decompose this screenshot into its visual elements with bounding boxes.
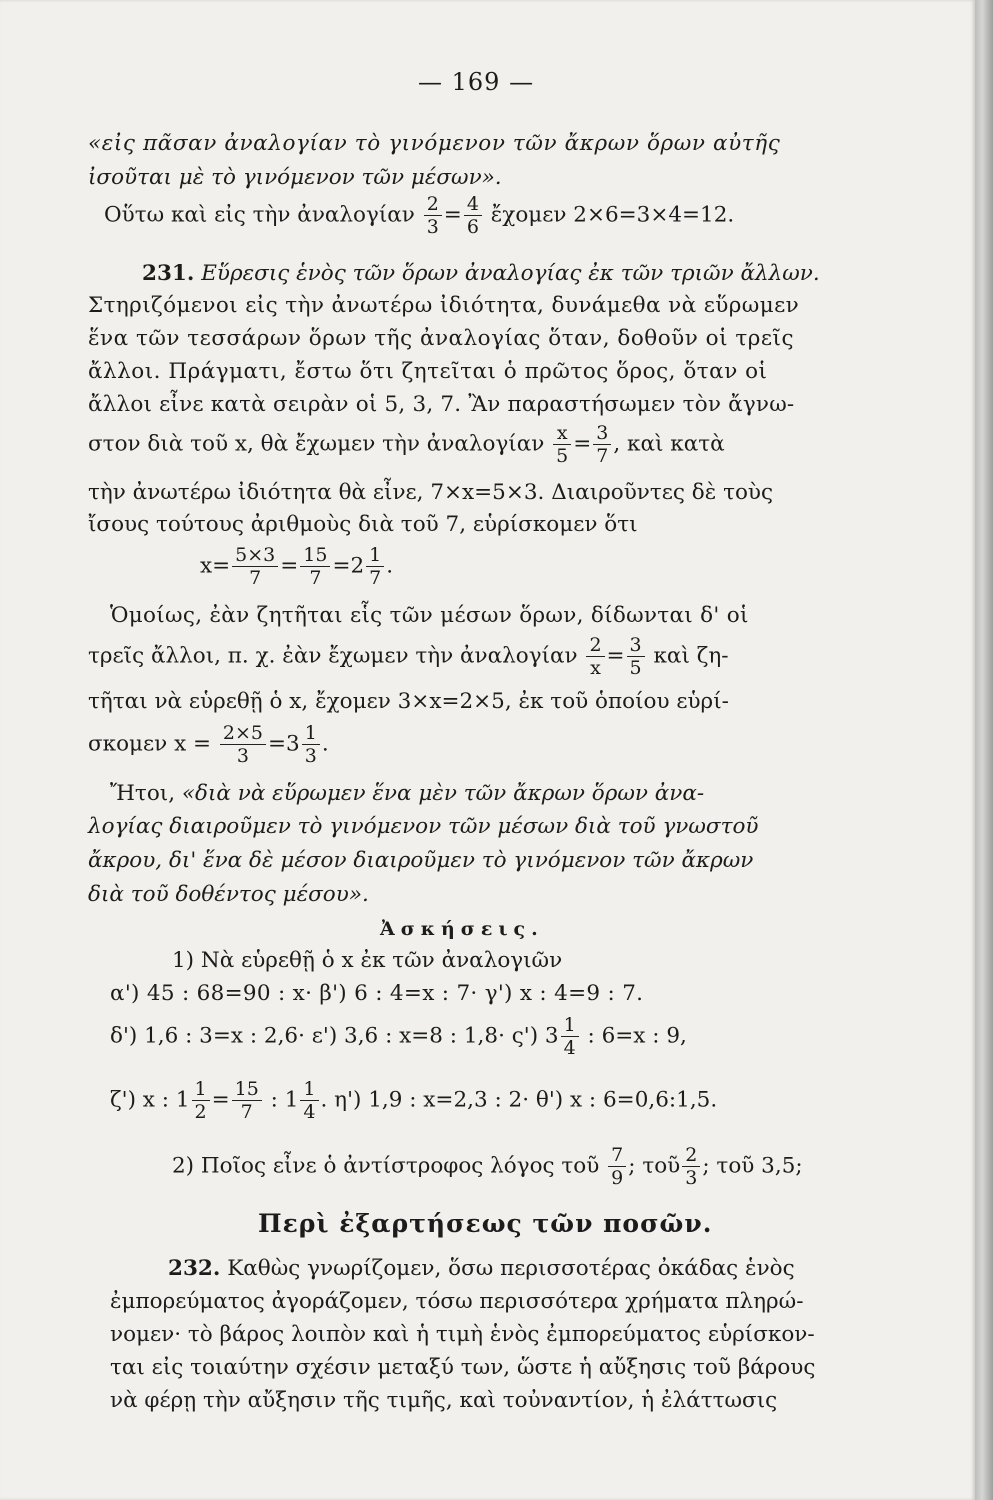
numerator: 1 xyxy=(192,1078,210,1101)
page-number: — 169 — xyxy=(418,68,535,96)
fraction xyxy=(302,722,320,767)
text-fragment: 2) Ποῖος εἶνε ὁ ἀντίστροφος λόγος τοῦ xyxy=(172,1153,600,1179)
text-line-1: «εἰς πᾶσαν ἀναλογίαν τὸ γινόμενον τῶν ἄκρων ὅρων αὐτῆς xyxy=(88,131,781,156)
equals-sign: =3 xyxy=(268,731,300,757)
text-line-11: ἴσους τούτους ἀριθμοὺς διὰ τοῦ 7, εὑρίσκομεν ὅτι xyxy=(88,512,638,537)
text-fragment: τρεῖς ἄλλοι, π. χ. ἐὰν ἔχωμεν τὴν ἀναλογίαν xyxy=(88,643,578,669)
rule-text: «διὰ νὰ εὕρωμεν ἕνα μὲν τῶν ἄκρων ὅρων ἀνα- xyxy=(181,781,705,806)
denominator: 5 xyxy=(556,445,569,467)
denominator: 4 xyxy=(563,1037,576,1059)
exercises-heading: Ἀσκήσεις. xyxy=(380,918,544,940)
text-line-18: λογίας διαιροῦμεν τὸ γινόμενον τῶν μέσων διὰ τοῦ γνωστοῦ xyxy=(88,814,759,839)
text-fragment: Καθὼς γνωρίζομεν, ὅσω περισσοτέρας ὀκάδας ἑνὸς xyxy=(227,1256,795,1281)
denominator: 3 xyxy=(304,745,317,767)
text-fragment: Ἤτοι, xyxy=(110,781,176,806)
numerator: 5×3 xyxy=(232,544,278,567)
section-231-heading xyxy=(142,260,820,288)
denominator: 4 xyxy=(303,1101,316,1123)
fraction xyxy=(220,722,266,767)
text-fragment: : 6=x : 9, xyxy=(587,1023,687,1049)
numerator: 2 xyxy=(424,193,442,216)
fraction xyxy=(192,1078,210,1123)
exercise-row-a: α') 45 : 68=90 : x· β') 6 : 4=x : 7· γ') x : 4=9 : 7. xyxy=(110,981,644,1006)
fraction xyxy=(232,544,278,589)
text-line-16 xyxy=(88,722,329,767)
numerator: 4 xyxy=(464,193,482,216)
denominator: 7 xyxy=(596,445,609,467)
text-line-12 xyxy=(200,544,393,589)
numerator: 1 xyxy=(366,544,384,567)
equals-sign: = xyxy=(280,553,299,579)
exercise-row-d xyxy=(110,1014,687,1059)
text-fragment: ζ') x : 1 xyxy=(110,1087,190,1113)
numerator: 3 xyxy=(593,422,611,445)
numerator: 2 xyxy=(586,634,604,657)
numerator: 2×5 xyxy=(220,722,266,745)
denominator: 7 xyxy=(369,567,382,589)
denominator: 3 xyxy=(236,745,249,767)
section-title: Εὕρεσις ἑνὸς τῶν ὅρων ἀναλογίας ἐκ τῶν τριῶν ἄλλων. xyxy=(201,261,820,286)
text-fragment: . η') 1,9 : x=2,3 : 2· θ') x : 6=0,6:1,5. xyxy=(320,1087,718,1113)
text-line-9 xyxy=(88,422,725,467)
text-line-19: ἄκρου, δι' ἕνα δὲ μέσον διαιροῦμεν τὸ γινόμενον τῶν ἄκρων xyxy=(88,848,754,873)
numerator: 1 xyxy=(302,722,320,745)
fraction xyxy=(424,193,442,238)
text-fragment: . xyxy=(386,553,394,579)
text-line-2: ἰσοῦται μὲ τὸ γινόμενον τῶν μέσων». xyxy=(88,165,502,190)
text-line-6: ἕνα τῶν τεσσάρων ὅρων τῆς ἀναλογίας ὅταν, δοθοῦν οἱ τρεῖς xyxy=(88,326,794,351)
text-line-17 xyxy=(110,780,704,808)
fraction xyxy=(586,634,604,679)
numerator: 1 xyxy=(300,1078,318,1101)
section-232-line-2: ἐμπορεύματος ἀγοράζομεν, τόσω περισσότερα χρήματα πληρώ- xyxy=(110,1289,804,1314)
text-fragment: στον διὰ τοῦ x, θὰ ἔχωμεν τὴν ἀναλογίαν xyxy=(88,431,545,457)
text-fragment: , καὶ κατὰ xyxy=(613,431,725,457)
denominator: 9 xyxy=(611,1167,624,1189)
denominator: 7 xyxy=(240,1101,253,1123)
text-line-13: Ὁμοίως, ἐὰν ζητῆται εἷς τῶν μέσων ὅρων, δίδωνται δ' οἱ xyxy=(110,603,749,628)
numerator: 15 xyxy=(232,1078,262,1101)
numerator: x xyxy=(553,422,571,445)
text-line-5: Στηριζόμενοι εἰς τὴν ἀνωτέρω ἰδιότητα, δυνάμεθα νὰ εὕρωμεν xyxy=(88,293,800,318)
text-line-15: τῆται νὰ εὑρεθῇ ὁ x, ἔχομεν 3×x=2×5, ἐκ τοῦ ὁποίου εὑρί- xyxy=(88,689,729,714)
denominator: 7 xyxy=(249,567,262,589)
fraction xyxy=(682,1144,700,1189)
text-line-14 xyxy=(88,634,729,679)
exercise-row-z xyxy=(110,1078,717,1123)
fraction xyxy=(464,193,482,238)
fraction xyxy=(232,1078,262,1123)
exercise-1: 1) Νὰ εὑρεθῇ ὁ x ἐκ τῶν ἀναλογιῶν xyxy=(172,948,563,973)
numerator: 7 xyxy=(608,1144,626,1167)
fraction xyxy=(627,634,645,679)
denominator: 2 xyxy=(194,1101,207,1123)
equals-sign: = xyxy=(573,431,592,457)
text-line-8: ἄλλοι εἶνε κατὰ σειρὰν οἱ 5, 3, 7. Ἂν παραστήσωμεν τὸν ἄγνω- xyxy=(88,392,795,417)
equals-sign: = xyxy=(606,643,625,669)
denominator: 6 xyxy=(466,216,479,238)
section-232-line-5: νὰ φέρῃ τὴν αὔξησιν τῆς τιμῆς, καὶ τοὐναντίον, ἡ ἐλάττωσις xyxy=(110,1388,778,1413)
text-fragment: καὶ ζη- xyxy=(653,643,729,669)
numerator: 3 xyxy=(627,634,645,657)
fraction xyxy=(608,1144,626,1189)
text-fragment: : 1 xyxy=(270,1087,299,1113)
fraction xyxy=(300,544,330,589)
text-fragment: . xyxy=(321,731,329,757)
numerator: 1 xyxy=(561,1014,579,1037)
denominator: 3 xyxy=(685,1167,698,1189)
denominator: 7 xyxy=(309,567,322,589)
section-heading: Περὶ ἐξαρτήσεως τῶν ποσῶν. xyxy=(258,1209,713,1238)
text-fragment: ; τοῦ xyxy=(628,1153,681,1179)
fraction xyxy=(553,422,571,467)
exercise-2 xyxy=(172,1144,803,1189)
denominator: x xyxy=(590,657,601,679)
text-line-3 xyxy=(104,193,734,238)
fraction xyxy=(366,544,384,589)
denominator: 5 xyxy=(629,657,642,679)
text-line-10: τὴν ἀνωτέρω ἰδιότητα θὰ εἶνε, 7×x=5×3. Διαιροῦντες δὲ τοὺς xyxy=(88,480,774,505)
numerator: 2 xyxy=(682,1144,700,1167)
section-number: 231. xyxy=(142,261,195,286)
fraction xyxy=(561,1014,579,1059)
text-fragment: Οὕτω καὶ εἰς τὴν ἀναλογίαν xyxy=(104,202,415,228)
fraction xyxy=(300,1078,318,1123)
section-232-line-3: νομεν· τὸ βάρος λοιπὸν καὶ ἡ τιμὴ ἑνὸς ἐμπορεύματος εὑρίσκον- xyxy=(110,1322,815,1347)
book-page-edge xyxy=(975,0,993,1500)
denominator: 3 xyxy=(426,216,439,238)
section-number: 232. xyxy=(168,1256,221,1281)
text-line-20: διὰ τοῦ δοθέντος μέσου». xyxy=(88,882,369,907)
text-fragment: ἔχομεν 2×6=3×4=12. xyxy=(490,202,735,228)
text-fragment: δ') 1,6 : 3=x : 2,6· ε') 3,6 : x=8 : 1,8· ς') 3 xyxy=(110,1023,559,1049)
numerator: 15 xyxy=(300,544,330,567)
text-fragment: ; τοῦ 3,5; xyxy=(702,1153,803,1179)
section-232-line-1 xyxy=(168,1255,795,1283)
section-232-line-4: ται εἰς τοιαύτην σχέσιν μεταξύ των, ὥστε ἡ αὔξησις τοῦ βάρους xyxy=(110,1355,816,1380)
text-fragment: σκομεν x = xyxy=(88,731,212,757)
equals-sign: =2 xyxy=(332,553,365,579)
text-line-7: ἄλλοι. Πράγματι, ἔστω ὅτι ζητεῖται ὁ πρῶτος ὅρος, ὅταν οἱ xyxy=(88,359,768,384)
text-fragment: x= xyxy=(200,553,231,579)
equals-sign: = xyxy=(211,1087,230,1113)
equals-sign: = xyxy=(443,202,462,228)
fraction xyxy=(593,422,611,467)
